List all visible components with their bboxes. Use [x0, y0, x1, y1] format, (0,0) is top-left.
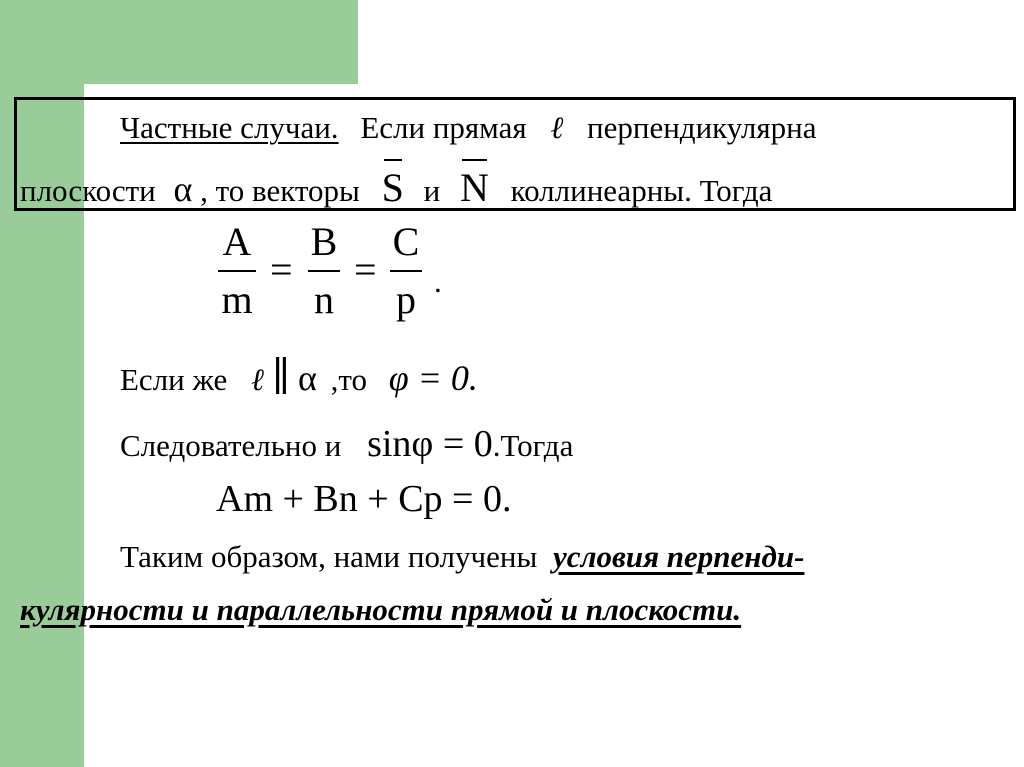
box-line2-end: коллинеарны. Тогда [510, 173, 773, 208]
num-b: B [310, 219, 338, 264]
num-a: A [222, 219, 252, 264]
den-p: p [396, 277, 416, 322]
den-m: m [221, 277, 253, 322]
conclusion-text: Таким образом, нами получены [120, 539, 538, 574]
vector-s: S [381, 165, 404, 210]
num-c: C [392, 219, 420, 264]
fraction-a-m [212, 219, 262, 322]
heading-special-cases: Частные случаи. [120, 110, 339, 145]
ratio-period: . [434, 264, 442, 299]
fraction-b-n [302, 219, 346, 322]
ell-symbol: ℓ [550, 110, 564, 145]
conclusion-line-2 [20, 594, 741, 625]
fraction-bar [390, 270, 422, 272]
phi-equation: φ = 0. [388, 358, 478, 398]
box-line-1 [120, 112, 817, 143]
ell-symbol-2: ℓ [251, 362, 264, 397]
vector-n: N [459, 165, 489, 210]
sin-intro: Следовательно и [120, 428, 342, 463]
fraction-c-p [384, 219, 428, 322]
to-word: ,то [330, 362, 367, 397]
fraction-bar [308, 270, 340, 272]
equals-sign-1: = [270, 247, 293, 292]
sin-tail: .Тогда [492, 428, 574, 463]
box-line2-start: плоскости [20, 173, 156, 208]
conclusion-emphasis-2: кулярности и параллельности прямой и плоскости. [20, 592, 742, 627]
equals-sign-2: = [354, 247, 377, 292]
parallel-line [120, 354, 478, 399]
box-line1-text: Если прямая [360, 110, 527, 145]
and-word: и [423, 173, 441, 208]
formula-am-bn-cp: Am + Bn + Cp = 0. [216, 478, 512, 520]
fraction-bar [218, 270, 256, 272]
box-line2-mid: , то векторы [200, 173, 360, 208]
box-line-2 [20, 165, 773, 210]
conclusion-emphasis-1: условия перпенди- [553, 539, 805, 574]
box-line1-end: перпендикулярна [587, 110, 817, 145]
alpha-symbol-2: α [297, 358, 317, 398]
sin-line [120, 425, 573, 463]
parallel-sign: ∥ [271, 354, 291, 399]
den-n: n [314, 277, 334, 322]
sin-equation: sinφ = 0 [367, 423, 493, 465]
parallel-intro: Если же [120, 362, 228, 397]
conclusion-line-1 [120, 541, 804, 572]
alpha-symbol: α [173, 169, 193, 209]
